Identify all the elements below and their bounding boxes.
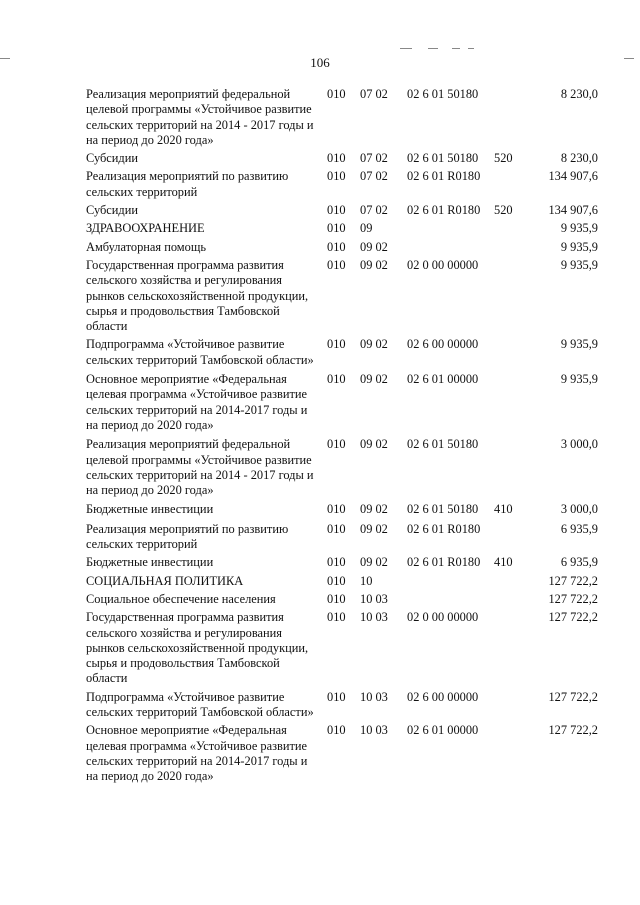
expense-name: Реализация мероприятий федеральной целевой программы «Устойчивое развитие сельских территорий на 2014 - 2017 годы и на период до 2020 года» xyxy=(86,437,314,498)
grbs-code: 010 xyxy=(327,723,346,738)
scan-mark xyxy=(468,48,474,49)
expense-name: Подпрограмма «Устойчивое развитие сельских территорий Тамбовской области» xyxy=(86,337,314,367)
amount: 6 935,9 xyxy=(560,555,598,570)
table-row xyxy=(86,221,598,236)
section-code: 09 02 xyxy=(360,555,388,570)
expense-name: Субсидии xyxy=(86,151,138,166)
grbs-code: 010 xyxy=(327,591,346,606)
target-article-code: 02 0 00 00000 xyxy=(407,610,479,625)
scan-mark xyxy=(400,48,412,49)
table-row xyxy=(86,574,598,589)
section-code: 07 02 xyxy=(360,151,388,166)
amount: 127 722,2 xyxy=(548,723,598,738)
table-row xyxy=(86,203,598,218)
amount: 9 935,9 xyxy=(560,257,598,272)
target-article-code: 02 6 00 00000 xyxy=(407,337,479,352)
expense-name: Социальное обеспечение населения xyxy=(86,591,276,606)
target-article-code: 02 6 01 50180 xyxy=(407,87,479,101)
table-row xyxy=(86,690,598,721)
scan-mark xyxy=(452,48,460,49)
amount: 3 000,0 xyxy=(560,502,598,517)
amount: 127 722,2 xyxy=(548,610,598,625)
section-code: 10 03 xyxy=(360,591,388,606)
expense-type-code: 520 xyxy=(494,203,513,218)
expense-name: Государственная программа развития сельского хозяйства и регулирования рынков сельскохозяйственной продукции, сырья и продовольствия Тамбовской области xyxy=(86,257,309,334)
scan-mark xyxy=(428,48,438,49)
target-article-code: 02 0 00 00000 xyxy=(407,257,479,272)
expense-type-code: 520 xyxy=(494,151,513,166)
section-code: 09 02 xyxy=(360,372,388,387)
table-row xyxy=(86,723,598,784)
table-row xyxy=(86,437,598,498)
section-code: 09 xyxy=(360,221,373,236)
budget-table xyxy=(86,87,598,784)
amount: 9 935,9 xyxy=(560,239,598,254)
amount: 3 000,0 xyxy=(560,437,598,452)
amount: 8 230,0 xyxy=(560,151,598,166)
amount: 6 935,9 xyxy=(560,521,598,536)
expense-name: Амбулаторная помощь xyxy=(86,239,207,254)
target-article-code: 02 6 01 R0180 xyxy=(407,169,481,184)
grbs-code: 010 xyxy=(327,221,346,236)
expense-type-code: 410 xyxy=(494,555,513,570)
expense-name: Бюджетные инвестиции xyxy=(86,502,214,517)
section-code: 09 02 xyxy=(360,502,388,517)
amount: 8 230,0 xyxy=(560,87,598,101)
table-row xyxy=(86,169,598,200)
expense-name: Основное мероприятие «Федеральная целевая программа «Устойчивое развитие сельских территорий на 2014-2017 годы и на период до 2020 года» xyxy=(86,723,308,784)
section-code: 09 02 xyxy=(360,521,388,536)
table-row xyxy=(86,337,598,368)
section-code: 07 02 xyxy=(360,203,388,218)
grbs-code: 010 xyxy=(327,87,346,101)
table-row xyxy=(86,258,598,334)
grbs-code: 010 xyxy=(327,151,346,166)
grbs-code: 010 xyxy=(327,689,346,704)
grbs-code: 010 xyxy=(327,502,346,517)
section-code: 07 02 xyxy=(360,169,388,184)
table-row xyxy=(86,87,598,148)
target-article-code: 02 6 01 00000 xyxy=(407,372,479,387)
grbs-code: 010 xyxy=(327,437,346,452)
amount: 134 907,6 xyxy=(548,203,598,218)
expense-name: Подпрограмма «Устойчивое развитие сельских территорий Тамбовской области» xyxy=(86,689,314,719)
section-code: 07 02 xyxy=(360,87,388,101)
amount: 127 722,2 xyxy=(548,689,598,704)
expense-name: Реализация мероприятий по развитию сельских территорий xyxy=(86,521,289,552)
target-article-code: 02 6 01 R0180 xyxy=(407,555,481,570)
section-code: 09 02 xyxy=(360,239,388,254)
page-number: 106 xyxy=(310,55,330,70)
grbs-code: 010 xyxy=(327,239,346,254)
grbs-code: 010 xyxy=(327,337,346,352)
target-article-code: 02 6 01 R0180 xyxy=(407,521,481,536)
expense-name: Субсидии xyxy=(86,203,138,218)
grbs-code: 010 xyxy=(327,203,346,218)
section-code: 09 02 xyxy=(360,257,388,272)
table-row xyxy=(86,151,598,166)
grbs-code: 010 xyxy=(327,573,346,588)
expense-name: ЗДРАВООХРАНЕНИЕ xyxy=(86,221,205,236)
grbs-code: 010 xyxy=(327,555,346,570)
target-article-code: 02 6 01 R0180 xyxy=(407,203,481,218)
target-article-code: 02 6 01 00000 xyxy=(407,723,479,738)
grbs-code: 010 xyxy=(327,257,346,272)
expense-name: СОЦИАЛЬНАЯ ПОЛИТИКА xyxy=(86,573,244,588)
section-code: 10 03 xyxy=(360,689,388,704)
grbs-code: 010 xyxy=(327,521,346,536)
expense-name: Государственная программа развития сельского хозяйства и регулирования рынков сельскохозяйственной продукции, сырья и продовольствия Тамбовской области xyxy=(86,610,309,686)
grbs-code: 010 xyxy=(327,610,346,625)
grbs-code: 010 xyxy=(327,372,346,387)
amount: 9 935,9 xyxy=(560,221,598,236)
section-code: 09 02 xyxy=(360,437,388,452)
section-code: 10 03 xyxy=(360,723,388,738)
expense-type-code: 410 xyxy=(494,502,513,517)
amount: 9 935,9 xyxy=(560,337,598,352)
table-row xyxy=(86,610,598,686)
amount: 134 907,6 xyxy=(548,169,598,184)
section-code: 09 02 xyxy=(360,337,388,352)
target-article-code: 02 6 01 50180 xyxy=(407,502,479,517)
target-article-code: 02 6 01 50180 xyxy=(407,151,479,166)
target-article-code: 02 6 01 50180 xyxy=(407,437,479,452)
section-code: 10 03 xyxy=(360,610,388,625)
grbs-code: 010 xyxy=(327,169,346,184)
expense-name: Бюджетные инвестиции xyxy=(86,555,214,570)
table-row xyxy=(86,240,598,255)
target-article-code: 02 6 00 00000 xyxy=(407,689,479,704)
amount: 9 935,9 xyxy=(560,372,598,387)
table-row xyxy=(86,592,598,607)
table-row xyxy=(86,502,598,517)
table-row xyxy=(86,555,598,570)
table-row xyxy=(86,372,598,433)
amount: 127 722,2 xyxy=(548,573,598,588)
section-code: 10 xyxy=(360,573,373,588)
table-row xyxy=(86,522,598,553)
amount: 127 722,2 xyxy=(548,591,598,606)
expense-name: Основное мероприятие «Федеральная целевая программа «Устойчивое развитие сельских территорий на 2014-2017 годы и на период до 2020 года» xyxy=(86,372,308,432)
expense-name: Реализация мероприятий федеральной целевой программы «Устойчивое развитие сельских территорий на 2014 - 2017 годы и на период до 2020 года» xyxy=(86,87,314,147)
expense-name: Реализация мероприятий по развитию сельских территорий xyxy=(86,169,289,199)
